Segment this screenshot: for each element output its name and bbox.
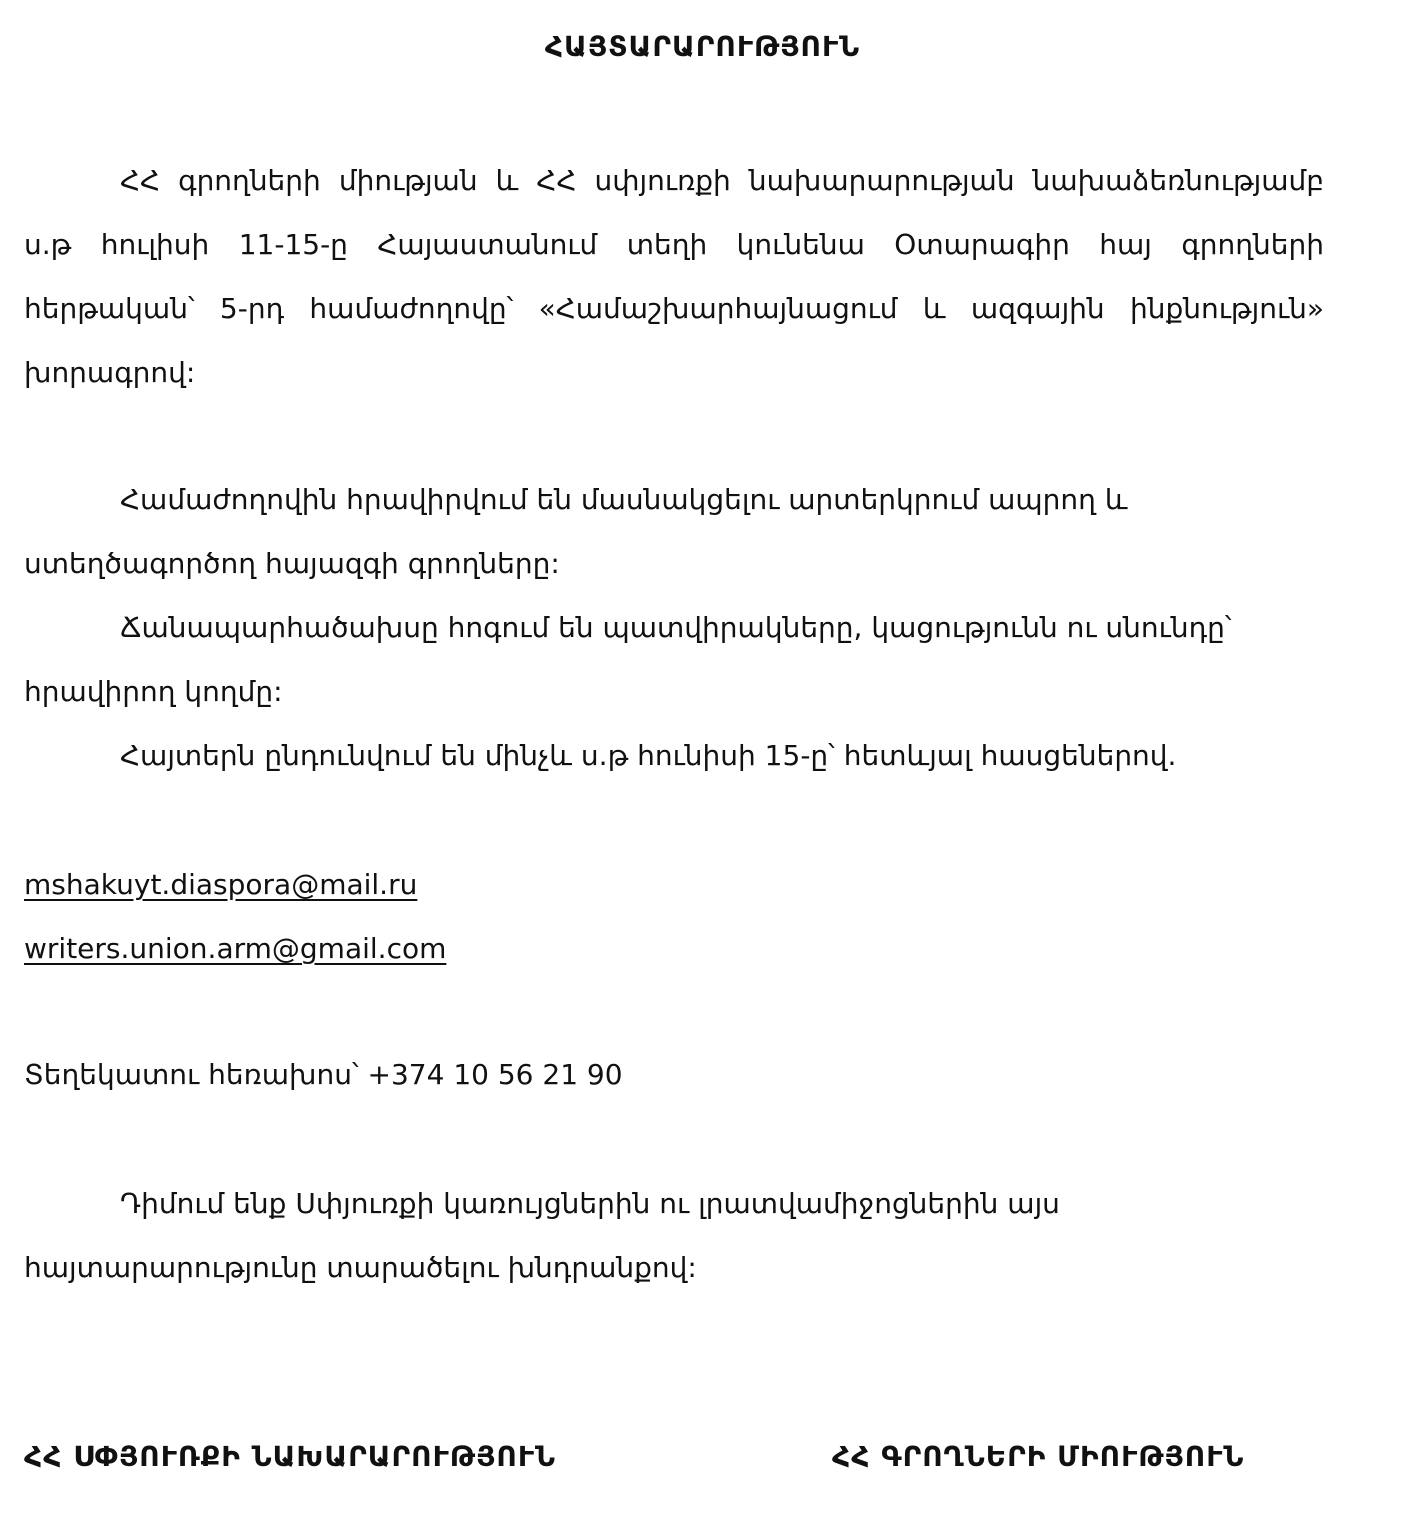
paragraph-request [24, 1172, 1324, 1300]
page-title: ՀԱՅՏԱՐԱՐՈՒԹՅՈՒՆ [544, 30, 861, 63]
paragraph-applications [24, 724, 1324, 788]
email-item [24, 917, 1324, 981]
phone-info [24, 1043, 1324, 1107]
paragraph-line: Համաժողովին հրավիրվում են մասնակցելու արտերկրում ապրող և [120, 483, 1128, 516]
email-list [24, 853, 1324, 981]
phone-line [24, 1043, 1324, 1107]
email-item [24, 853, 1324, 917]
paragraph-line: հայտարարությունը տարածելու խնդրանքով: [24, 1251, 697, 1284]
paragraph-line: ՀՀ գրողների միության և ՀՀ սփյուռքի նախարարության նախաձեռնությամբ [120, 164, 1324, 197]
paragraph-line: Հայտերն ընդունվում են մինչև ս.թ հունիսի 15-ը՝ հետևյալ հասցեներով. [120, 739, 1177, 772]
signature-ministry: ՀՀ ՍՓՅՈՒՌՔԻ ՆԱԽԱՐԱՐՈՒԹՅՈՒՆ [24, 1440, 556, 1473]
email-link[interactable]: writers.union.arm@gmail.com [24, 932, 447, 965]
email-link[interactable]: mshakuyt.diaspora@mail.ru [24, 868, 418, 901]
paragraph-line: հրավիրող կողմը: [24, 675, 283, 708]
paragraph-line: հերթական՝ 5-րդ համաժողովը՝ «Համաշխարհայնացում և ազգային ինքնություն» [24, 292, 1324, 325]
paragraph-event-announcement [24, 149, 1324, 405]
paragraph-line: Ճանապարհածախսը հոգում են պատվիրակները, կացությունն ու սնունդը՝ [120, 611, 1232, 644]
paragraph-line: ստեղծագործող հայազգի գրողները: [24, 547, 560, 580]
paragraph-expenses [24, 596, 1324, 724]
phone-label: Տեղեկատու հեռախոս՝ [24, 1058, 359, 1091]
phone-number: +374 10 56 21 90 [367, 1058, 623, 1091]
paragraph-line: Դիմում ենք Սփյուռքի կառույցներին ու լրատվամիջոցներին այս [120, 1187, 1060, 1220]
paragraph-line: խորագրով: [24, 356, 196, 389]
paragraph-line: ս.թ հուլիսի 11-15-ը Հայաստանում տեղի կունենա Օտարագիր հայ գրողների [24, 228, 1324, 261]
paragraph-invitation [24, 468, 1324, 596]
signature-writers-union: ՀՀ ԳՐՈՂՆԵՐԻ ՄԻՈՒԹՅՈՒՆ [832, 1440, 1245, 1473]
